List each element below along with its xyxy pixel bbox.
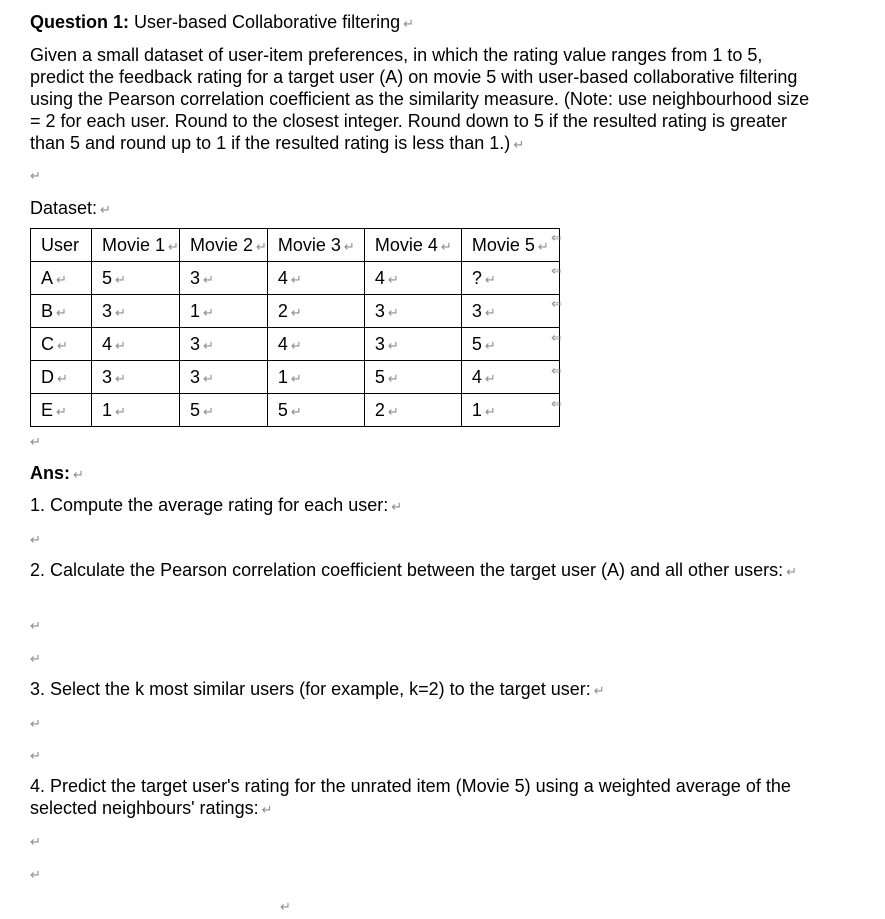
- table-cell: 1 ↵: [461, 394, 559, 427]
- table-cell: 4 ↵: [364, 262, 461, 295]
- table-cell: 4 ↵: [461, 361, 559, 394]
- table-cell: 5 ↵: [461, 328, 559, 361]
- table-cell: 4 ↵: [92, 328, 180, 361]
- answer-heading: [30, 462, 84, 487]
- return-mark: ↵: [30, 835, 41, 850]
- table-cell: E ↵: [31, 394, 92, 427]
- header-cell: User: [31, 229, 92, 262]
- table-cell: 3 ↵: [461, 295, 559, 328]
- return-mark: ↵: [30, 533, 41, 548]
- table-row: [31, 361, 560, 394]
- header-cell: Movie 2 ↵: [179, 229, 267, 262]
- return-mark: ↵: [786, 565, 797, 580]
- table-cell: 3 ↵: [179, 328, 267, 361]
- return-mark: ↵: [513, 138, 525, 153]
- row-end-mark: ⇐: [551, 231, 562, 246]
- table-header-row: [31, 229, 560, 262]
- question-title: User-based Collaborative filtering: [129, 12, 401, 32]
- empty-paragraph: [30, 862, 41, 887]
- table-cell: C ↵: [31, 328, 92, 361]
- answer-step-3: [30, 678, 605, 703]
- answer-step-1: [30, 494, 402, 519]
- header-cell: Movie 5 ↵: [461, 229, 559, 262]
- table-cell: 1 ↵: [92, 394, 180, 427]
- dataset-label: Dataset:: [30, 198, 98, 218]
- row-end-mark: ⇐: [551, 297, 562, 312]
- empty-paragraph: [30, 711, 41, 736]
- table-row: [31, 328, 560, 361]
- return-mark: ↵: [280, 900, 291, 915]
- header-cell: Movie 4 ↵: [364, 229, 461, 262]
- table-cell: 5 ↵: [364, 361, 461, 394]
- empty-paragraph: [30, 613, 41, 638]
- table-cell: 1 ↵: [267, 361, 364, 394]
- table-cell: 1 ↵: [179, 295, 267, 328]
- return-mark: ↵: [30, 717, 41, 732]
- empty-paragraph: [30, 743, 41, 768]
- empty-paragraph: [30, 527, 41, 552]
- table-cell: 3 ↵: [364, 328, 461, 361]
- table-cell: 4 ↵: [267, 328, 364, 361]
- empty-paragraph: [30, 429, 41, 454]
- question-label: Question 1:: [30, 12, 130, 32]
- return-mark: ↵: [30, 652, 41, 667]
- return-mark: ↵: [30, 868, 41, 883]
- empty-paragraph: [280, 894, 291, 919]
- table-row: [31, 394, 560, 427]
- header-cell: Movie 1 ↵: [92, 229, 180, 262]
- table-cell: B ↵: [31, 295, 92, 328]
- table-cell: 4 ↵: [267, 262, 364, 295]
- step-1-text: 1. Compute the average rating for each user:: [30, 495, 389, 515]
- table-cell: 5 ↵: [267, 394, 364, 427]
- table-cell: 3 ↵: [92, 295, 180, 328]
- empty-paragraph: [30, 163, 41, 188]
- table-cell: 3 ↵: [179, 361, 267, 394]
- table-cell: 5 ↵: [179, 394, 267, 427]
- table-cell: A ↵: [31, 262, 92, 295]
- answer-label: Ans:: [30, 463, 70, 483]
- table-cell: ? ↵: [461, 262, 559, 295]
- empty-paragraph: [30, 646, 41, 671]
- question-heading: [30, 11, 414, 36]
- table-cell: 3 ↵: [179, 262, 267, 295]
- row-end-mark: ⇐: [551, 364, 562, 379]
- return-mark: ↵: [100, 203, 111, 218]
- header-cell: Movie 3 ↵: [267, 229, 364, 262]
- step-4-text: 4. Predict the target user's rating for the unrated item (Movie 5) using a weighted average of the selected neighbours' ratings:: [30, 776, 791, 818]
- question-body-text: Given a small dataset of user-item preferences, in which the rating value ranges from 1 to 5, predict the feedback rating for a target user (A) on movie 5 with user-based collaborative filtering using the Pearson correlation coefficient as the similarity measure. (Note: use neighbourhood size = 2 for each user. Round to the closest integer. Round down to 5 if the resulted rating is greater than 5 and round up to 1 if the resulted rating is less than 1.): [30, 45, 810, 153]
- row-end-mark: ⇐: [551, 264, 562, 279]
- return-mark: ↵: [30, 169, 41, 184]
- step-3-text: 3. Select the k most similar users (for example, k=2) to the target user:: [30, 679, 591, 699]
- table-row: [31, 262, 560, 295]
- table-cell: D ↵: [31, 361, 92, 394]
- answer-step-2: [30, 559, 820, 584]
- return-mark: ↵: [73, 468, 84, 483]
- table-row: [31, 295, 560, 328]
- row-end-mark: ⇐: [551, 397, 562, 412]
- answer-step-4: [30, 775, 820, 822]
- empty-paragraph: [30, 829, 41, 854]
- return-mark: ↵: [30, 435, 41, 450]
- return-mark: ↵: [593, 684, 605, 699]
- table-cell: 5 ↵: [92, 262, 180, 295]
- return-mark: ↵: [403, 17, 415, 32]
- row-end-mark: ⇐: [551, 331, 562, 346]
- step-2-text: 2. Calculate the Pearson correlation coefficient between the target user (A) and all other users:: [30, 560, 784, 580]
- return-mark: ↵: [391, 500, 403, 515]
- table-cell: 3 ↵: [364, 295, 461, 328]
- table-cell: 2 ↵: [364, 394, 461, 427]
- return-mark: ↵: [30, 749, 41, 764]
- question-body: [30, 44, 820, 157]
- return-mark: ↵: [261, 803, 273, 818]
- table-cell: 2 ↵: [267, 295, 364, 328]
- return-mark: ↵: [30, 619, 41, 634]
- dataset-heading: [30, 197, 111, 222]
- ratings-table: [30, 228, 560, 427]
- table-cell: 3 ↵: [92, 361, 180, 394]
